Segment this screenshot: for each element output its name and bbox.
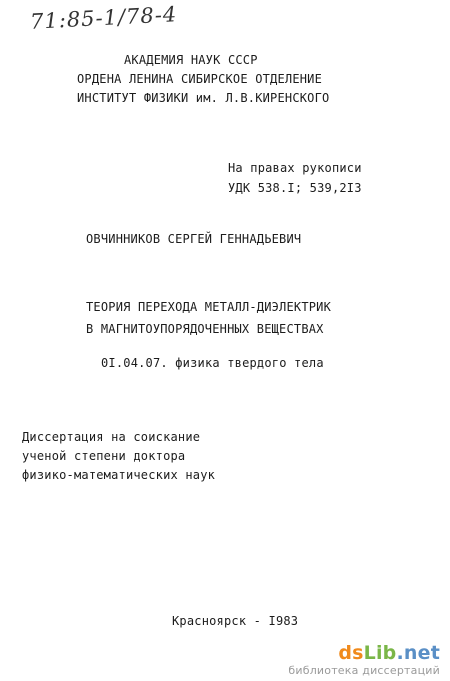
header-academy: АКАДЕМИЯ НАУК СССР [124, 53, 258, 67]
header-branch: ОРДЕНА ЛЕНИНА СИБИРСКОЕ ОТДЕЛЕНИЕ [77, 72, 323, 86]
watermark-caption: библиотека диссертаций [288, 664, 440, 677]
rights-notice: На правах рукописи [228, 161, 362, 175]
logo-part-lib: Lib [363, 642, 397, 664]
degree-line-1: Диссертация на соискание [22, 430, 201, 444]
header-institute: ИНСТИТУТ ФИЗИКИ им. Л.В.КИРЕНСКОГО [77, 91, 330, 105]
specialty-code: 0I.04.07. физика твердого тела [101, 356, 324, 370]
dslib-logo [288, 643, 440, 663]
title-line-2: В МАГНИТОУПОРЯДОЧЕННЫХ ВЕЩЕСТВАХ [86, 322, 324, 336]
degree-line-3: физико-математических наук [22, 468, 216, 482]
author-name: ОВЧИННИКОВ СЕРГЕЙ ГЕННАДЬЕВИЧ [86, 232, 302, 246]
udc-code: УДК 538.I; 539,2I3 [228, 181, 362, 195]
dslib-watermark [288, 643, 440, 677]
degree-line-2: ученой степени доктора [22, 449, 186, 463]
title-line-1: ТЕОРИЯ ПЕРЕХОДА МЕТАЛЛ-ДИЭЛЕКТРИК [86, 300, 332, 314]
logo-part-ds: ds [338, 642, 364, 664]
handwritten-archive-note: 71:85-1/78-4 [29, 2, 178, 34]
place-year: Красноярск - I983 [172, 614, 299, 628]
logo-part-net: .net [396, 642, 440, 664]
